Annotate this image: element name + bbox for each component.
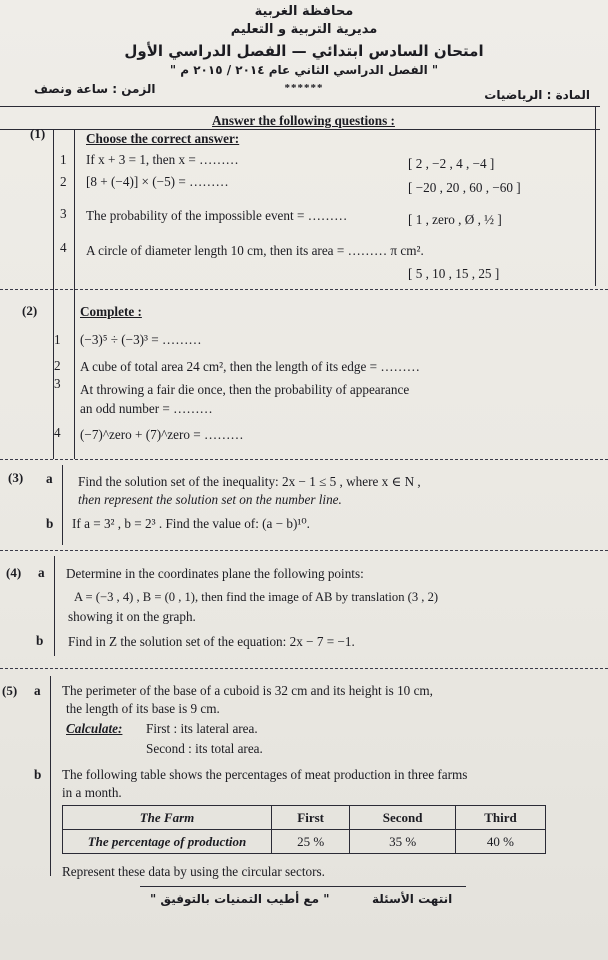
q3-a-label: a: [46, 471, 53, 486]
table-cell: 25 %: [272, 830, 350, 854]
q4-a-label: a: [38, 565, 45, 580]
q4-b-label: b: [36, 633, 44, 648]
subject-label: المادة : الرياضيات: [484, 88, 590, 102]
q2-item-1-text: (−3)⁵ ÷ (−3)³ = ………: [80, 332, 202, 347]
q1-title: Choose the correct answer:: [86, 131, 240, 146]
q4-number: (4): [6, 565, 22, 580]
q4-divider: [0, 668, 608, 669]
footer-wishes: " مع أطيب التمنيات بالتوفيق ": [150, 892, 330, 906]
q1-item-1-choices: [ 2 , −2 , 4 , −4 ]: [408, 156, 495, 171]
table-header-cell: Third: [455, 806, 545, 830]
q1-item-2-text: [8 + (−4)] × (−5) = ………: [86, 174, 229, 189]
q3-a-text-2: then represent the solution set on the number line.: [78, 492, 342, 507]
q2-item-2-text: A cube of total area 24 cm², then the length of its edge = ………: [80, 359, 420, 374]
stars-divider: ******: [284, 82, 324, 94]
table-header-cell: The Farm: [63, 806, 272, 830]
q1-item-1-number: 1: [60, 152, 67, 167]
q2-item-4-number: 4: [54, 425, 61, 440]
q4-a-text-3: showing it on the graph.: [68, 609, 196, 624]
q1-divider: [0, 289, 608, 290]
header-rule: [0, 106, 600, 107]
q5-second-item: Second : its total area.: [146, 741, 263, 756]
table-row: [63, 830, 546, 854]
q5-number: (5): [2, 683, 18, 698]
q3-a-text-1: Find the solution set of the inequality: 2x − 1 ≤ 5 , where x ∈ N ,: [78, 474, 421, 489]
term-line: " الفصل الدراسي الثاني عام ٢٠١٤ / ٢٠١٥ م ": [169, 63, 439, 77]
q5-col-divider: [50, 676, 51, 876]
q3-number: (3): [8, 470, 24, 485]
footer-rule: [140, 886, 466, 887]
table-cell: The percentage of production: [63, 830, 272, 854]
table-header-row: [63, 806, 546, 830]
footer-end: انتهت الأسئلة: [372, 892, 453, 906]
q1-item-1-text: If x + 3 = 1, then x = ………: [86, 152, 239, 167]
q2-item-3-number: 3: [54, 376, 61, 391]
q5-a-label: a: [34, 683, 41, 698]
q5-b-text-3: Represent these data by using the circular sectors.: [62, 864, 325, 879]
q5-b-text-1: The following table shows the percentages of meat production in three farms: [62, 767, 468, 782]
q5-first-item: First : its lateral area.: [146, 721, 258, 736]
q2-item-4-text: (−7)^zero + (7)^zero = ………: [80, 427, 244, 442]
q4-a-text-2: A = (−3 , 4) , B = (0 , 1), then find the image of AB by translation (3 , 2): [74, 590, 439, 604]
q4-b-text: Find in Z the solution set of the equation: 2x − 7 = −1.: [68, 634, 355, 649]
q2-title: Complete :: [80, 304, 142, 319]
q2-item-1-number: 1: [54, 332, 61, 347]
q2-divider: [0, 459, 608, 460]
table-header-cell: First: [272, 806, 350, 830]
directorate-title: مديرية التربية و التعليم: [230, 22, 378, 37]
q5-b-label: b: [34, 767, 42, 782]
q4-col-divider: [54, 556, 55, 656]
col-divider-2: [74, 129, 75, 459]
governorate-title: محافظة الغربية: [254, 4, 354, 19]
q5-calculate-label: Calculate:: [66, 721, 123, 736]
q1-item-3-text: The probability of the impossible event = ………: [86, 208, 348, 223]
exam-title: امتحان السادس ابتدائي — الفصل الدراسي الأول: [124, 42, 484, 60]
table-header-cell: Second: [350, 806, 456, 830]
q3-divider: [0, 550, 608, 551]
q2-number: (2): [22, 303, 38, 318]
right-border: [595, 106, 596, 286]
q1-item-2-choices: [ −20 , 20 , 60 , −60 ]: [408, 180, 521, 195]
q3-b-text: If a = 3² , b = 2³ . Find the value of: (a − b)¹⁰.: [72, 516, 310, 531]
heading-rule: [0, 129, 600, 130]
q1-item-3-number: 3: [60, 206, 67, 221]
q4-a-text-1: Determine in the coordinates plane the following points:: [66, 566, 364, 581]
time-label: الزمن : ساعة ونصف: [34, 82, 156, 96]
q1-number: (1): [30, 126, 46, 141]
q1-item-4-text: A circle of diameter length 10 cm, then its area = ……… π cm².: [86, 243, 424, 258]
col-divider-1: [53, 129, 54, 459]
q1-item-4-choices: [ 5 , 10 , 15 , 25 ]: [408, 266, 500, 281]
farm-production-table: [62, 805, 546, 854]
q2-item-2-number: 2: [54, 358, 61, 373]
q5-a-text-2: the length of its base is 9 cm.: [66, 701, 220, 716]
q1-item-2-number: 2: [60, 174, 67, 189]
q3-b-label: b: [46, 516, 54, 531]
q5-a-text-1: The perimeter of the base of a cuboid is 32 cm and its height is 10 cm,: [62, 683, 433, 698]
table-cell: 35 %: [350, 830, 456, 854]
table-cell: 40 %: [455, 830, 545, 854]
q5-b-text-2: in a month.: [62, 785, 122, 800]
q1-item-4-number: 4: [60, 240, 67, 255]
q3-col-divider: [62, 465, 63, 545]
q2-item-3-text-cont: an odd number = ………: [80, 401, 213, 416]
q2-item-3-text: At throwing a fair die once, then the probability of appearance: [80, 382, 410, 397]
main-heading: Answer the following questions :: [212, 113, 395, 128]
q1-item-3-choices: [ 1 , zero , Ø , ½ ]: [408, 212, 502, 227]
